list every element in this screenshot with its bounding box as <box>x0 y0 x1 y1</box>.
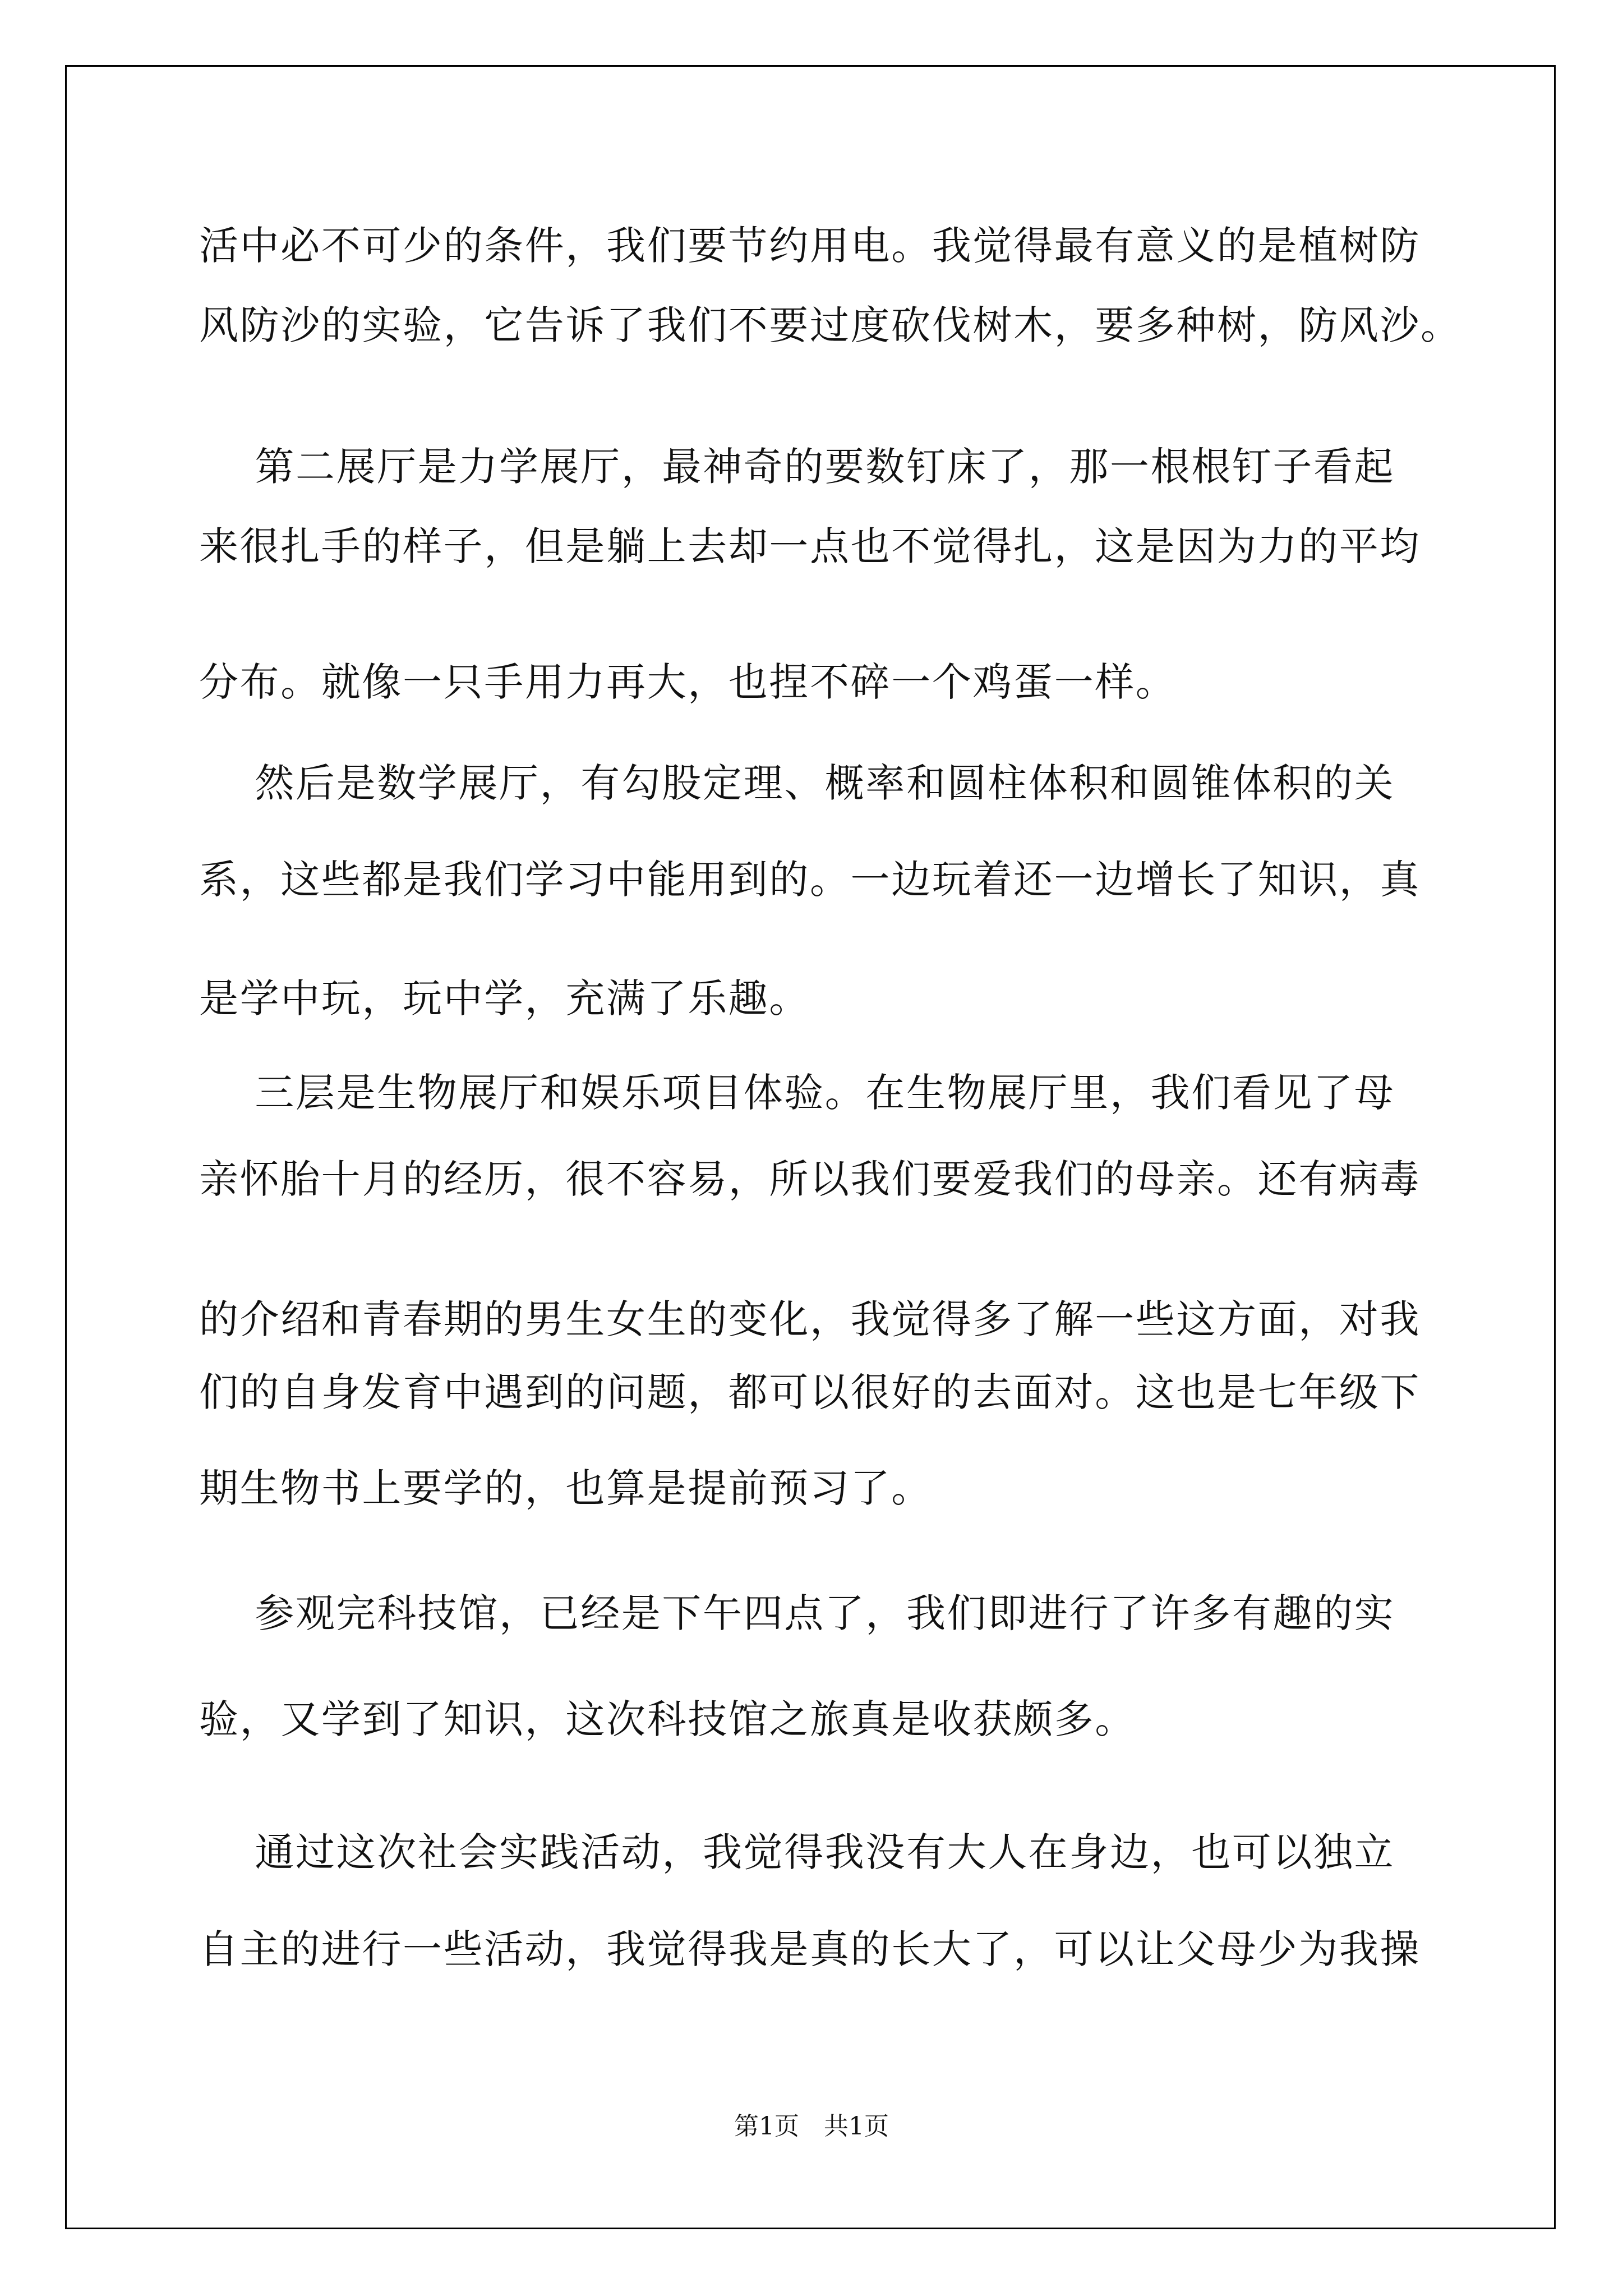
text-line: 来很扎手的样子，但是躺上去却一点也不觉得扎，这是因为力的平均 <box>199 523 1421 569</box>
text-line: 是学中玩，玩中学，充满了乐趣。 <box>199 976 810 1022</box>
page-border <box>65 65 1556 2229</box>
text-line: 验，又学到了知识，这次科技馆之旅真是收获颇多。 <box>199 1696 1136 1742</box>
text-line: 亲怀胎十月的经历，很不容易，所以我们要爱我们的母亲。还有病毒 <box>199 1156 1421 1202</box>
text-line: 然后是数学展厅，有勾股定理、概率和圆柱体积和圆锥体积的关 <box>199 760 1395 806</box>
text-line: 期生物书上要学的，也算是提前预习了。 <box>199 1465 932 1511</box>
text-line: 第二展厅是力学展厅，最神奇的要数钉床了，那一根根钉子看起 <box>199 444 1395 490</box>
page-number-footer: 第1页 共1页 <box>734 2112 889 2141</box>
text-line: 风防沙的实验，它告诉了我们不要过度砍伐树木，要多种树，防风沙。 <box>199 302 1461 348</box>
text-line: 活中必不可少的条件，我们要节约用电。我觉得最有意义的是植树防 <box>199 223 1421 269</box>
text-line: 自主的进行一些活动，我觉得我是真的长大了，可以让父母少为我操 <box>199 1926 1421 1972</box>
text-line: 参观完科技馆，已经是下午四点了，我们即进行了许多有趣的实 <box>199 1590 1395 1636</box>
text-line: 们的自身发育中遇到的问题，都可以很好的去面对。这也是七年级下 <box>199 1369 1421 1415</box>
text-line: 系，这些都是我们学习中能用到的。一边玩着还一边增长了知识，真 <box>199 857 1421 903</box>
text-line: 分布。就像一只手用力再大，也捏不碎一个鸡蛋一样。 <box>199 659 1177 705</box>
text-line: 通过这次社会实践活动，我觉得我没有大人在身边，也可以独立 <box>199 1829 1395 1875</box>
text-line: 三层是生物展厅和娱乐项目体验。在生物展厅里，我们看见了母 <box>199 1070 1395 1116</box>
text-line: 的介绍和青春期的男生女生的变化，我觉得多了解一些这方面，对我 <box>199 1296 1421 1342</box>
